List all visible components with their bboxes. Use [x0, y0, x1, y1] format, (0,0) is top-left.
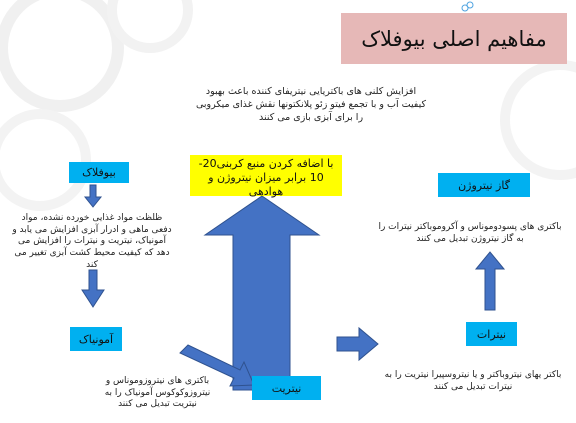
note-nitrate: باکتری های پسودوموناس و آکروموباکتر نیترات را به گاز نیتروژن تبدیل می کنند	[378, 222, 562, 244]
note-nitrite: باکتر یهای نیتروباکتر و یا نیتروسپیرا نیتریت را به نیترات تبدیل می کنند	[384, 370, 562, 392]
note-biofloc: ظلظت مواد غذایی خورده نشده، مواد دفعی ماهی و ادرار آبزی افزایش می یابد و آمونیاک، نیتریت و نیترات را افزایش می دهد که کیفیت محیط کشت آبزی تغییر می کند	[12, 213, 172, 270]
carbon-source-highlight: با اضافه کردن منبع کربنی20-10 برابر میزان نیتروژن و هوادهی	[190, 155, 342, 196]
node-biofloc: بیوفلاک	[69, 162, 129, 183]
intro-text: افزایش کلنی های باکتریایی نیتریفای کننده باعث بهبود کیفیت آب و با تجمع فیتو زئو پلانکتونها نقش غذای میکروبی را برای آبزی بازی می کنند	[195, 86, 427, 123]
down-arrow-biofloc-ammonia	[82, 270, 104, 307]
node-nitrate: نیترات	[466, 322, 517, 346]
down-arrow-biofloc-note	[85, 185, 101, 207]
right-arrow-nitrite-nitrate	[337, 328, 378, 360]
slide-title: مفاهیم اصلی بیوفلاک	[341, 13, 567, 64]
note-ammonia: باکتری های نیتروزوموناس و نیتروزوکوکوس آمونیاک را به نیتریت تبدیل می کنند	[104, 376, 211, 410]
up-arrow-nitrate-nitrogen	[476, 252, 504, 310]
node-nitrogen-gas: گاز نیتروژن	[438, 173, 530, 197]
node-nitrite: نیتریت	[252, 376, 321, 400]
node-ammonia: آمونیاک	[70, 327, 122, 351]
